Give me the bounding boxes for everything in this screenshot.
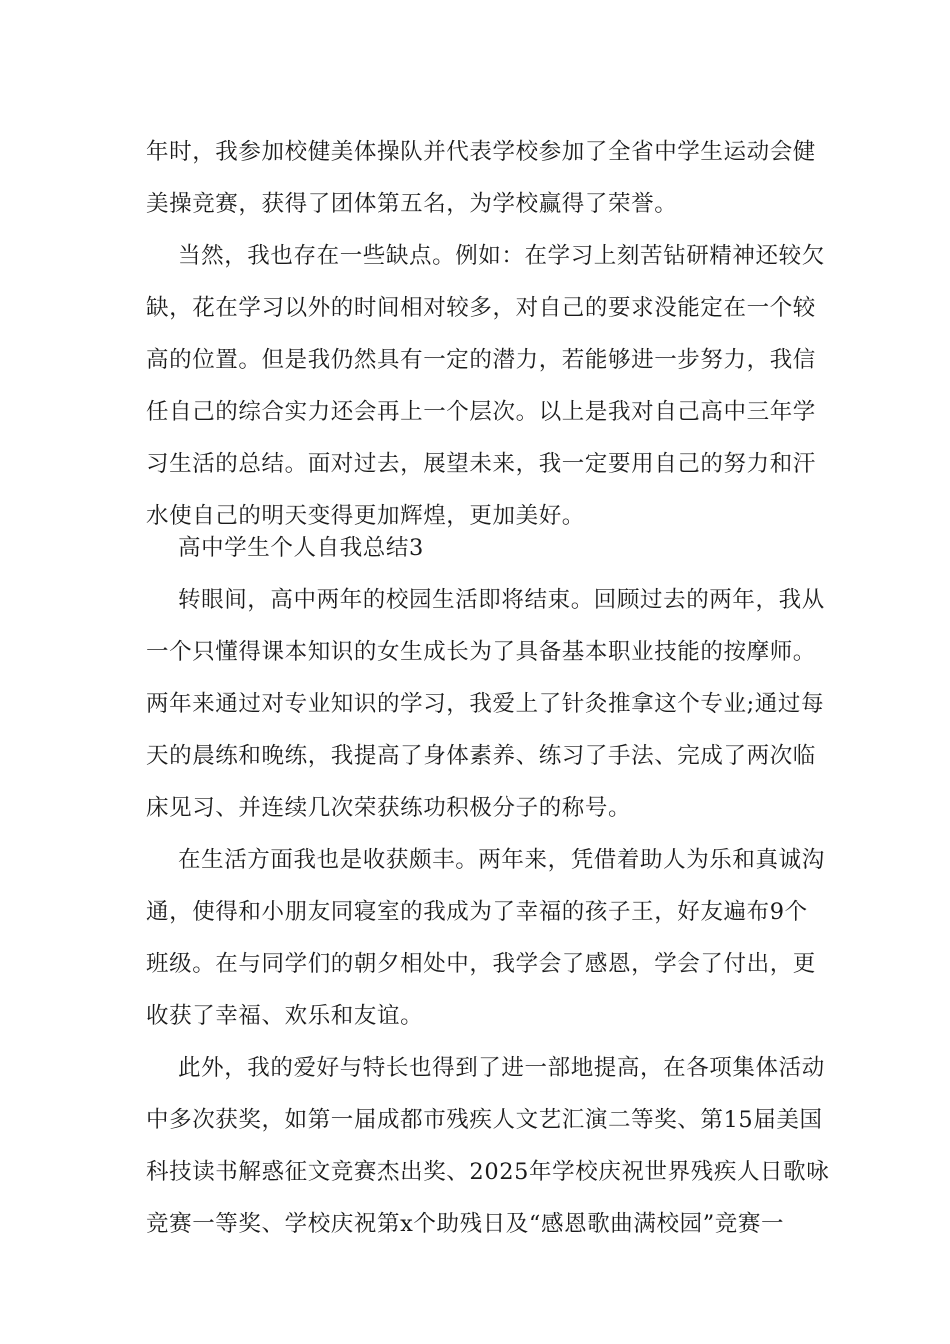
text-line: 收获了幸福、欢乐和友谊。	[146, 1003, 424, 1029]
text-line: 床见习、并连续几次荣获练功积极分子的称号。	[146, 795, 632, 821]
paragraph-first-line: 此外，我的爱好与特长也得到了进一部地提高，在各项集体活动	[178, 1055, 825, 1081]
paragraph-first-line: 转眼间，高中两年的校园生活即将结束。回顾过去的两年，我从	[178, 587, 825, 613]
text-line: 缺，花在学习以外的时间相对较多，对自己的要求没能定在一个较	[146, 295, 816, 321]
paragraph-first-line: 在生活方面我也是收获颇丰。两年来，凭借着助人为乐和真诚沟	[178, 847, 825, 873]
text-line: 通，使得和小朋友同寝室的我成为了幸福的孩子王，好友遍布9个	[146, 899, 808, 925]
text-line: 科技读书解惑征文竞赛杰出奖、2025年学校庆祝世界残疾人日歌咏	[146, 1159, 830, 1185]
text-line: 任自己的综合实力还会再上一个层次。以上是我对自己高中三年学	[146, 399, 816, 425]
text-line: 竞赛一等奖、学校庆祝第x个助残日及“感恩歌曲满校园”竞赛一	[146, 1211, 785, 1237]
text-line: 一个只懂得课本知识的女生成长为了具备基本职业技能的按摩师。	[146, 639, 816, 665]
text-line: 水使自己的明天变得更加辉煌，更加美好。	[146, 503, 585, 529]
text-line: 班级。在与同学们的朝夕相处中，我学会了感恩，学会了付出，更	[146, 951, 816, 977]
text-line: 两年来通过对专业知识的学习，我爱上了针灸推拿这个专业;通过每	[146, 691, 825, 717]
text-line: 高的位置。但是我仍然具有一定的潜力，若能够进一步努力，我信	[146, 347, 816, 373]
text-line: 年时，我参加校健美体操队并代表学校参加了全省中学生运动会健	[146, 139, 816, 165]
paragraph-first-line: 当然，我也存在一些缺点。例如：在学习上刻苦钻研精神还较欠	[178, 243, 825, 269]
text-line: 天的晨练和晚练，我提高了身体素养、练习了手法、完成了两次临	[146, 743, 816, 769]
text-line: 习生活的总结。面对过去，展望未来，我一定要用自己的努力和汗	[146, 451, 816, 477]
section-heading: 高中学生个人自我总结3	[178, 535, 424, 561]
text-line: 中多次获奖，如第一届成都市残疾人文艺汇演二等奖、第15届美国	[146, 1107, 823, 1133]
text-line: 美操竞赛，获得了团体第五名，为学校赢得了荣誉。	[146, 191, 678, 217]
